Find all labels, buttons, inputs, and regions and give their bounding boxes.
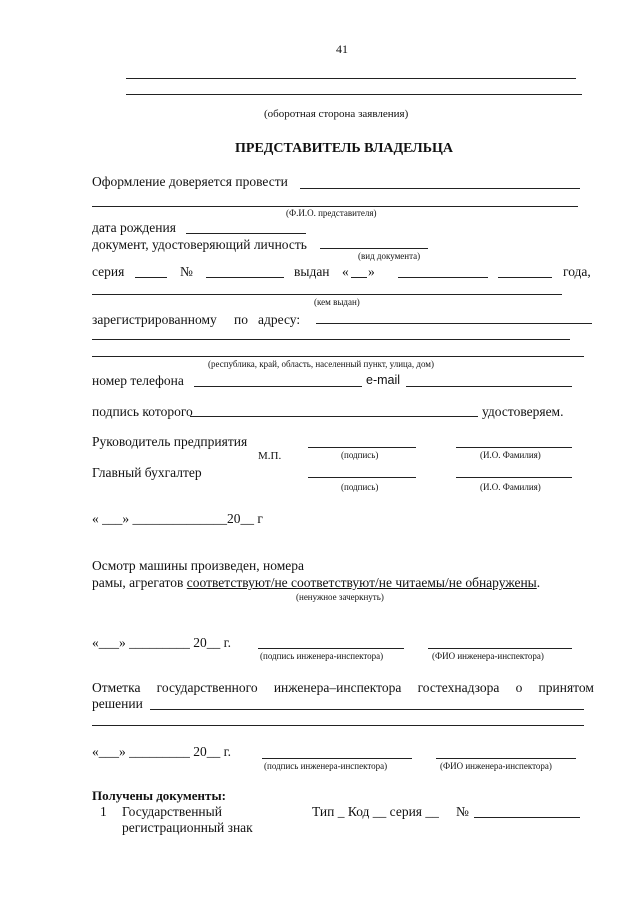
po-label: по bbox=[234, 312, 248, 327]
birth-label: дата рождения bbox=[92, 220, 176, 235]
mark-word-5: о bbox=[515, 680, 523, 695]
mark-word-3: инженера–инспектора bbox=[273, 680, 402, 695]
date-line-3[interactable]: «___» _________ 20__ г. bbox=[92, 744, 232, 759]
accountant-signature-caption: (подпись) bbox=[341, 482, 379, 492]
accountant-signature-field[interactable] bbox=[308, 477, 416, 478]
item-name-line-1: Государственный bbox=[122, 804, 222, 819]
head-initials-caption: (И.О. Фамилия) bbox=[480, 450, 541, 460]
address-caption: (республика, край, область, населенный пункт, улица, дом) bbox=[208, 359, 434, 369]
accountant-initials-caption: (И.О. Фамилия) bbox=[480, 482, 541, 492]
address-label: адресу: bbox=[258, 312, 301, 327]
date-line-2[interactable]: «___» _________ 20__ г. bbox=[92, 635, 232, 650]
decision-label: решении bbox=[92, 696, 143, 711]
address-field-2[interactable] bbox=[92, 339, 570, 340]
inspector-sign-field-1[interactable] bbox=[258, 648, 404, 649]
decision-field-2[interactable] bbox=[92, 725, 584, 726]
issued-day-field[interactable] bbox=[351, 277, 367, 278]
issued-month-field[interactable] bbox=[398, 277, 488, 278]
accountant-label: Главный бухгалтер bbox=[92, 465, 202, 480]
inspection-prefix: рамы, агрегатов bbox=[92, 575, 184, 590]
issued-year-field[interactable] bbox=[498, 277, 552, 278]
head-signature-caption: (подпись) bbox=[341, 450, 379, 460]
mark-line bbox=[92, 681, 594, 695]
issued-by-field[interactable] bbox=[92, 294, 562, 295]
document-label: документ, удостоверяющий личность bbox=[92, 237, 307, 252]
signature-of-label: подпись которого bbox=[92, 404, 193, 419]
item-fields[interactable]: Тип _ Код __ серия __ bbox=[312, 804, 439, 819]
item-number: 1 bbox=[100, 804, 107, 819]
received-heading: Получены документы: bbox=[92, 788, 226, 803]
phone-label: номер телефона bbox=[92, 373, 184, 388]
mark-word-2: государственного bbox=[156, 680, 258, 695]
inspector-sign-caption-1: (подпись инженера-инспектора) bbox=[260, 651, 384, 661]
inspector-sign-field-2[interactable] bbox=[262, 758, 412, 759]
document-type-field[interactable] bbox=[320, 248, 428, 249]
inspection-dot: . bbox=[536, 575, 541, 590]
inspection-line-2 bbox=[92, 576, 540, 590]
fio-caption: (Ф.И.О. представителя) bbox=[286, 208, 377, 218]
head-initials-field[interactable] bbox=[456, 447, 572, 448]
top-blank-line-2[interactable] bbox=[126, 94, 582, 95]
stamp-label: М.П. bbox=[258, 450, 282, 462]
section-title: ПРЕДСТАВИТЕЛЬ ВЛАДЕЛЬЦА bbox=[235, 141, 453, 156]
entrust-field[interactable] bbox=[300, 188, 580, 189]
inspection-options: соответствуют/не соответствуют/не читаемы/не обнаружены bbox=[186, 575, 537, 590]
mark-word-6: принятом bbox=[538, 680, 594, 695]
head-label: Руководитель предприятия bbox=[92, 434, 248, 449]
item-number-label: № bbox=[456, 804, 469, 819]
accountant-initials-field[interactable] bbox=[456, 477, 572, 478]
certify-label: удостоверяем. bbox=[482, 404, 564, 419]
entrust-field-2[interactable] bbox=[92, 206, 578, 207]
signature-of-field[interactable] bbox=[190, 416, 478, 417]
series-label: серия bbox=[92, 264, 125, 279]
number-label: № bbox=[180, 264, 193, 279]
birth-date-field[interactable] bbox=[186, 233, 306, 234]
date-line-1[interactable]: « ___» ______________20__ г bbox=[92, 511, 263, 526]
address-field-1[interactable] bbox=[316, 323, 592, 324]
quote-close: » bbox=[368, 264, 375, 279]
inspector-fio-field-2[interactable] bbox=[436, 758, 576, 759]
item-name-line-2: регистрационный знак bbox=[122, 820, 253, 835]
inspector-fio-field-1[interactable] bbox=[428, 648, 572, 649]
top-blank-line-1[interactable] bbox=[126, 78, 576, 79]
mark-word-4: гостехнадзора bbox=[417, 680, 500, 695]
number-field[interactable] bbox=[206, 277, 284, 278]
registered-label: зарегистрированному bbox=[92, 312, 217, 327]
decision-field-1[interactable] bbox=[150, 709, 584, 710]
page-number: 41 bbox=[336, 42, 348, 56]
head-signature-field[interactable] bbox=[308, 447, 416, 448]
phone-field[interactable] bbox=[194, 386, 362, 387]
series-field[interactable] bbox=[135, 277, 167, 278]
back-side-note: (оборотная сторона заявления) bbox=[264, 108, 409, 120]
issued-label: выдан bbox=[294, 264, 330, 279]
strike-caption: (ненужное зачеркнуть) bbox=[296, 592, 384, 602]
entrust-label: Оформление доверяется провести bbox=[92, 174, 288, 189]
inspector-fio-caption-2: (ФИО инженера-инспектора) bbox=[440, 761, 552, 771]
email-field[interactable] bbox=[406, 386, 572, 387]
issued-by-caption: (кем выдан) bbox=[314, 297, 360, 307]
mark-word-1: Отметка bbox=[92, 680, 141, 695]
item-number-field[interactable] bbox=[474, 817, 580, 818]
inspector-fio-caption-1: (ФИО инженера-инспектора) bbox=[432, 651, 544, 661]
inspection-line-1: Осмотр машины произведен, номера bbox=[92, 558, 304, 573]
address-field-3[interactable] bbox=[92, 356, 584, 357]
quote-open: « bbox=[342, 264, 349, 279]
year-label: года, bbox=[563, 264, 591, 279]
inspector-sign-caption-2: (подпись инженера-инспектора) bbox=[264, 761, 388, 771]
email-label: e-mail bbox=[366, 373, 401, 387]
doc-type-caption: (вид документа) bbox=[358, 251, 421, 261]
